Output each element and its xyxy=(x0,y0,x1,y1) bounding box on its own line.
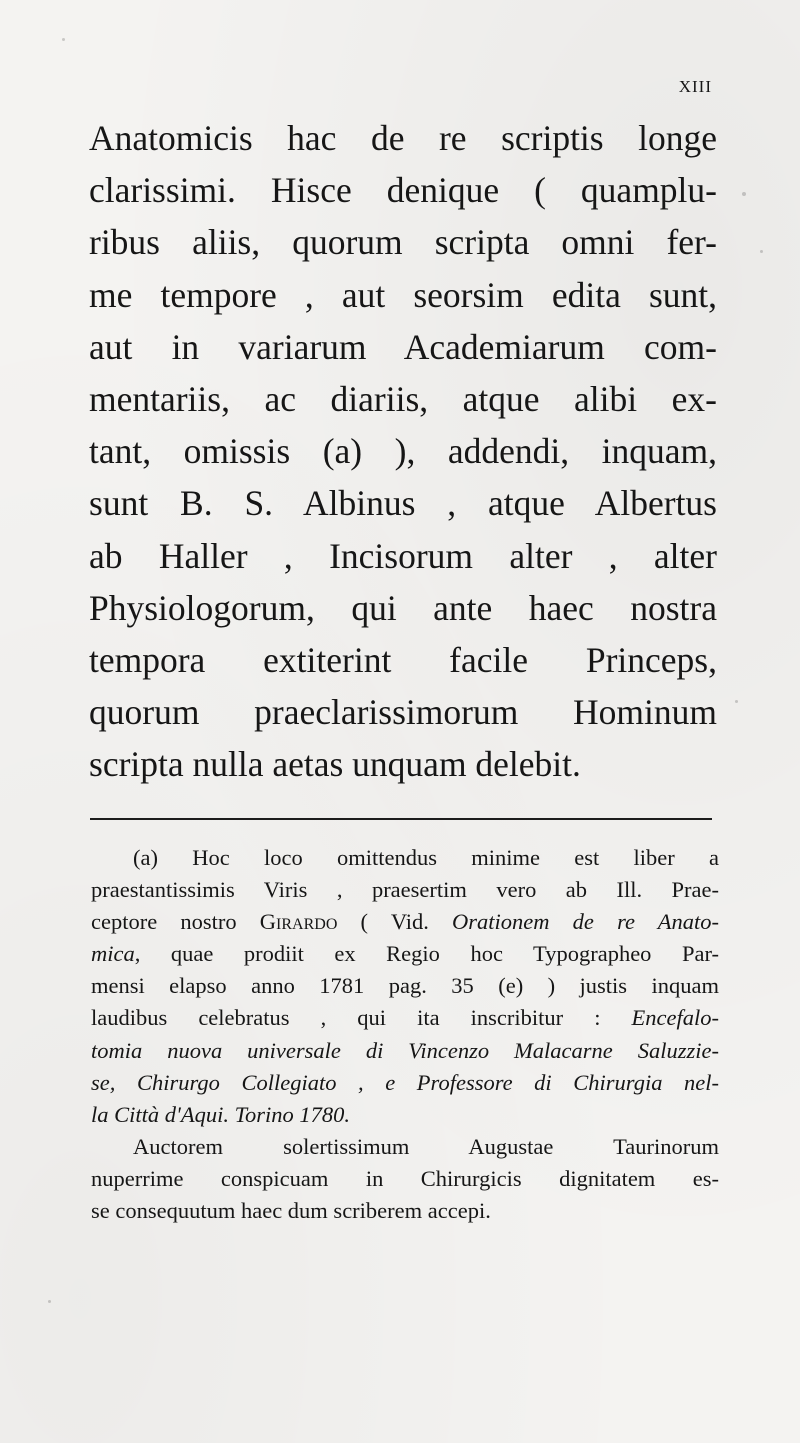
footnote-author-name: Girardo xyxy=(259,909,338,935)
main-text-line: quorum praeclarissimorum Hominum xyxy=(89,692,717,733)
footnote-line: nuperrime conspicuam in Chirurgicis dignitatem es- xyxy=(91,1165,719,1191)
main-text-line: me tempore , aut seorsim edita sunt, xyxy=(89,274,717,315)
footnote-text: ceptore nostro xyxy=(91,909,260,935)
main-text-line: mentariis, ac diariis, atque alibi ex- xyxy=(89,379,717,420)
footnote-line xyxy=(91,906,719,938)
main-text-line: tant, omissis (a) ), addendi, inquam, xyxy=(89,431,717,472)
footnote-line xyxy=(91,938,719,970)
footnote-line: se, Chirurgo Collegiato , e Professore di Chirurgia nel- xyxy=(91,1069,719,1095)
footnote-title: Orationem de re Anato- xyxy=(452,909,719,935)
main-text-line: ab Haller , Incisorum alter , alter xyxy=(89,535,717,576)
footnote-line: praestantissimis Viris , praesertim vero ab Ill. Prae- xyxy=(91,877,719,903)
footnote-text: , quae prodiit ex Regio hoc Typographeo Par- xyxy=(134,941,719,967)
paper-speck xyxy=(735,700,738,703)
paper-speck xyxy=(760,250,763,253)
main-text-line: sunt B. S. Albinus , atque Albertus xyxy=(89,483,717,524)
main-text-line: aut in variarum Academiarum com- xyxy=(89,326,717,367)
footnote-text: ( Vid. xyxy=(337,909,453,935)
footnote-line: tomia nuova universale di Vincenzo Malacarne Saluzzie- xyxy=(91,1037,719,1063)
main-text-line: Physiologorum, qui ante haec nostra xyxy=(89,587,717,628)
footnote-title: mica xyxy=(91,941,135,967)
footnote-block xyxy=(91,842,719,1227)
main-text-line: ribus aliis, quorum scripta omni fer- xyxy=(89,222,717,263)
footnote-title: Encefalo- xyxy=(631,1005,719,1031)
main-text-block xyxy=(89,112,717,791)
paper-speck xyxy=(742,192,746,196)
main-text-line: Anatomicis hac de re scriptis longe xyxy=(89,118,717,158)
paper-speck xyxy=(62,38,65,41)
footnote-line: Auctorem solertissimum Augustae Taurinorum xyxy=(133,1133,719,1159)
footnote-line xyxy=(91,1002,719,1034)
footnote-line: se consequutum haec dum scriberem accepi. xyxy=(91,1198,491,1224)
main-text-line: tempora extiterint facile Princeps, xyxy=(89,640,717,681)
main-text-line: clarissimi. Hisce denique ( quamplu- xyxy=(89,170,717,211)
footnote-text: laudibus celebratus , qui ita inscribitur : xyxy=(91,1005,632,1031)
footnote-divider xyxy=(90,818,712,820)
footnote-line: (a) Hoc loco omittendus minime est liber a xyxy=(133,845,719,870)
main-text-line: scripta nulla aetas unquam delebit. xyxy=(89,744,581,785)
paper-speck xyxy=(48,1300,51,1303)
footnote-line: mensi elapso anno 1781 pag. 35 (e) ) justis inquam xyxy=(91,973,719,999)
footnote-line: la Città d'Aqui. Torino 1780. xyxy=(91,1101,351,1127)
page-number: xiii xyxy=(678,72,712,98)
